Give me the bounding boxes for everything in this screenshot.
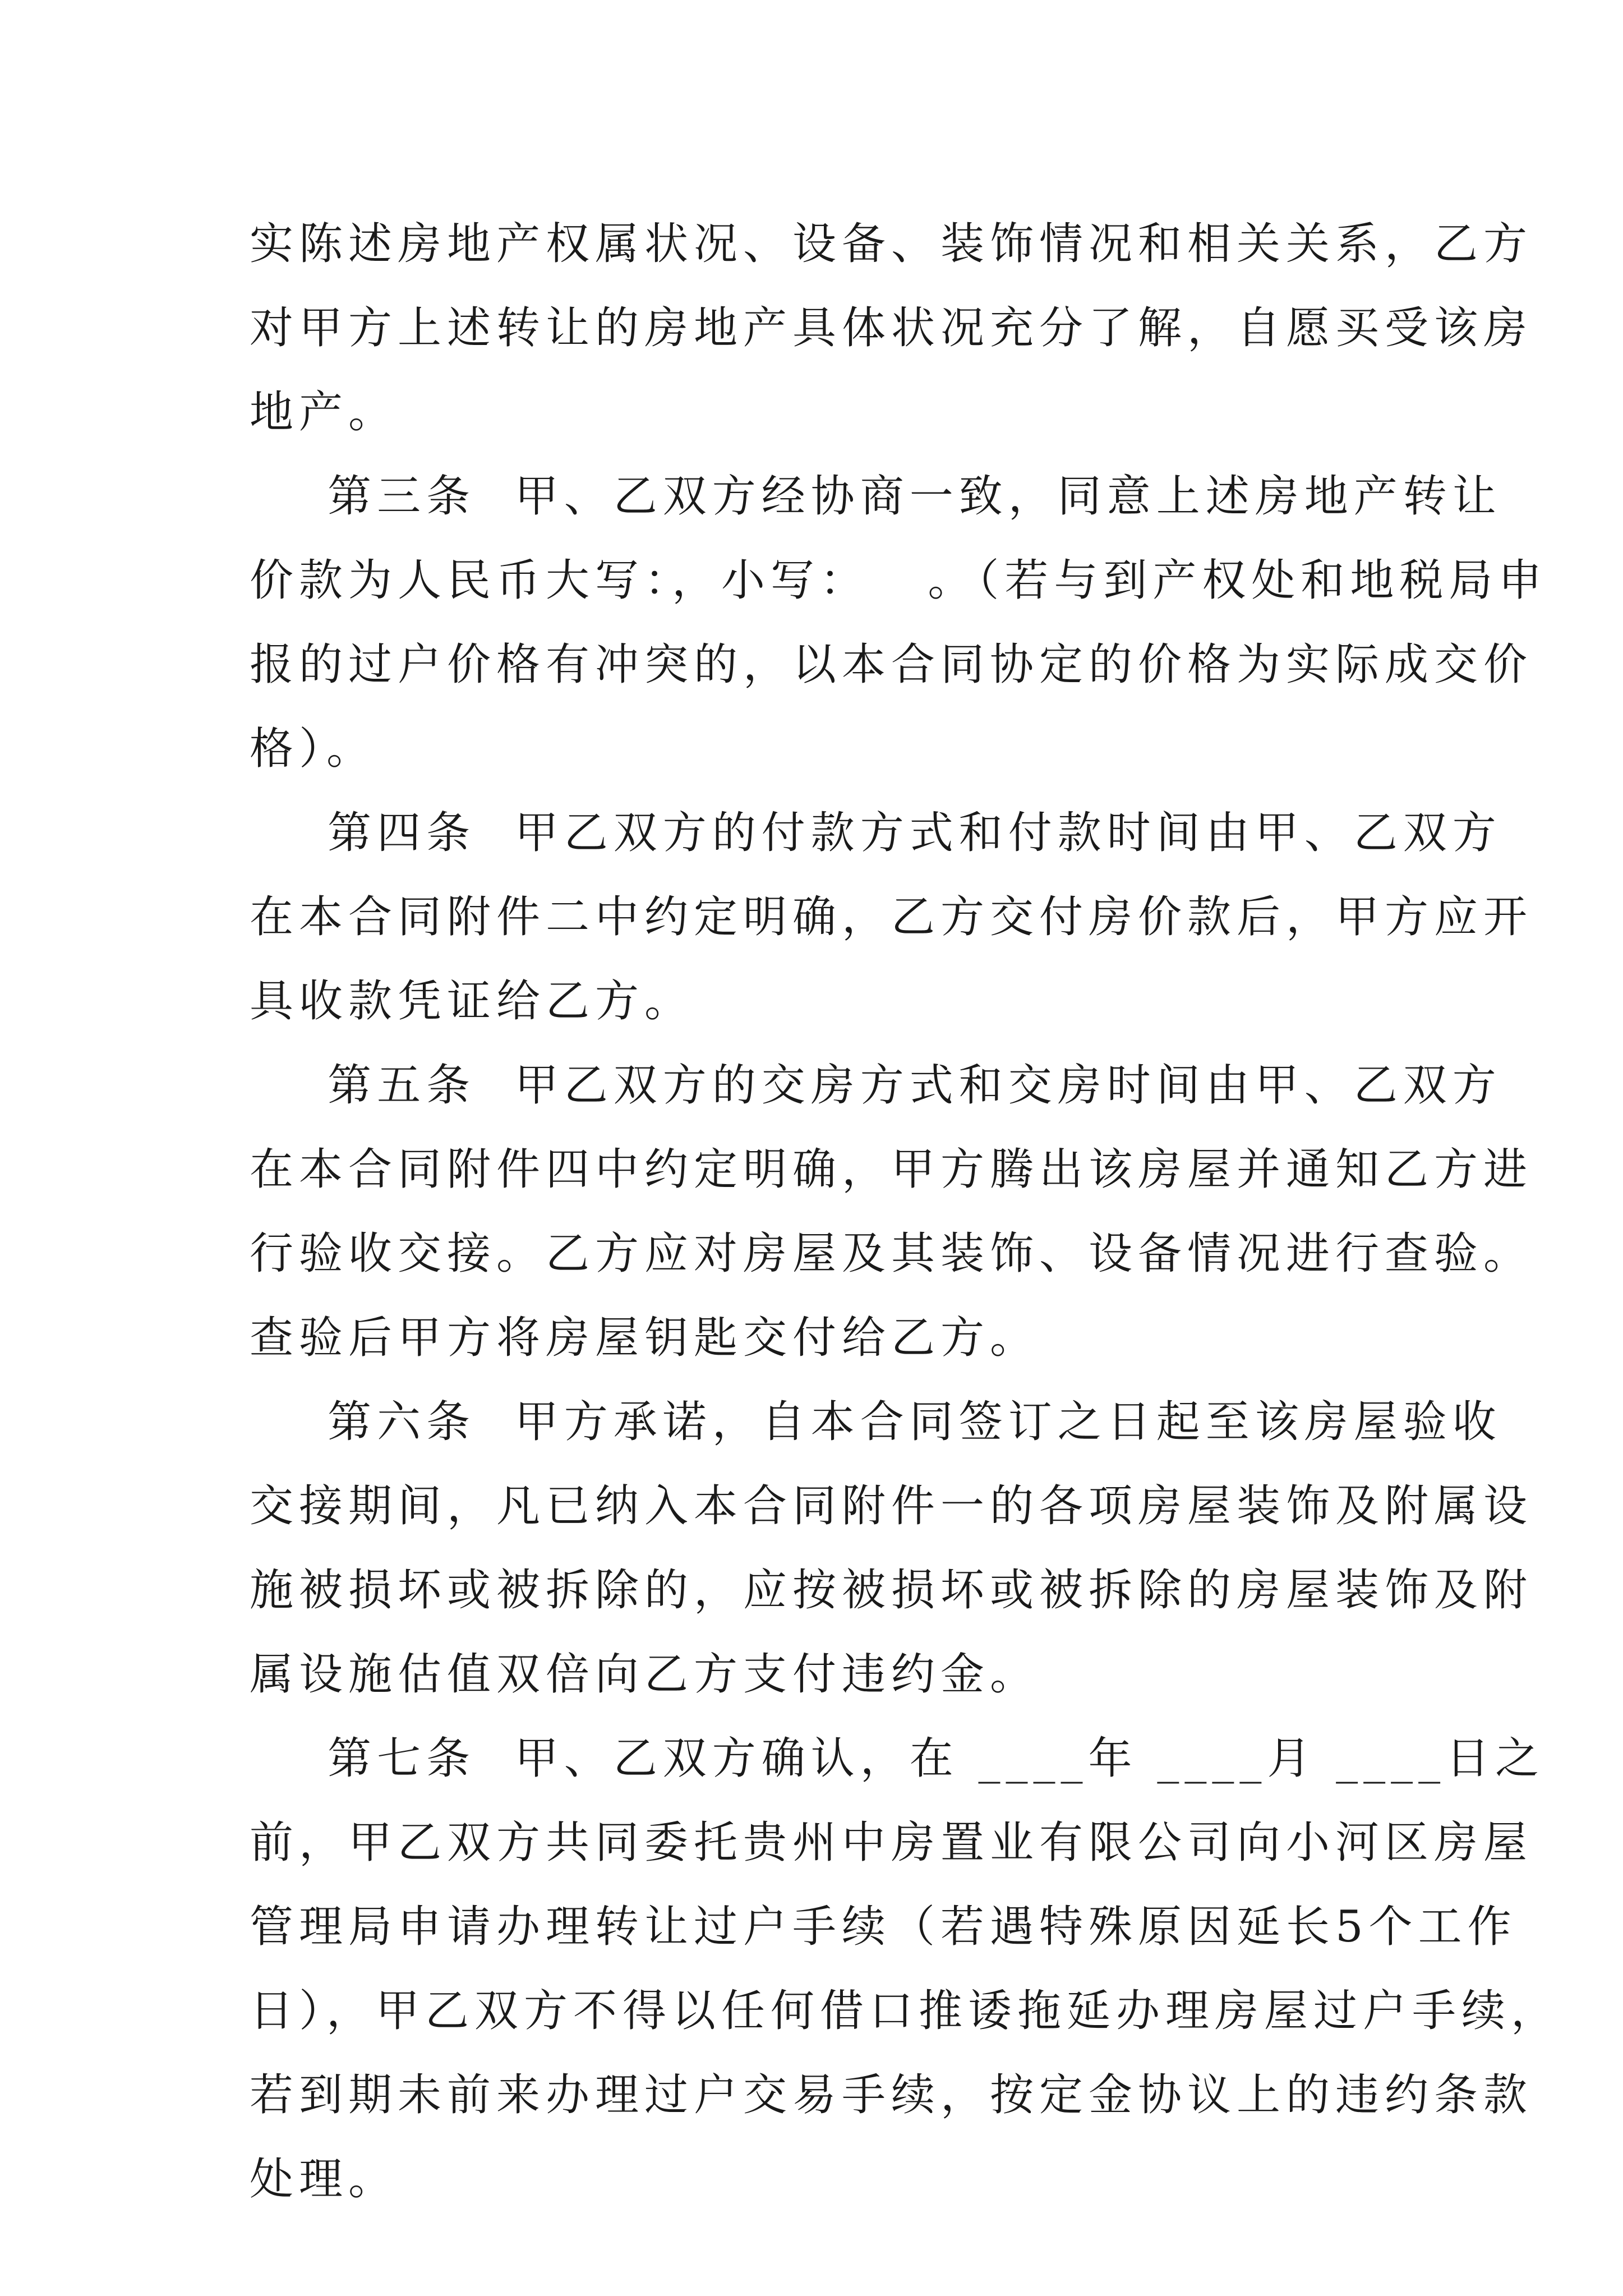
article-4-paragraph xyxy=(250,791,1533,1043)
text-line: 第四条 甲乙双方的付款方式和付款时间由甲、乙双方 xyxy=(250,808,1502,858)
text-line: 格）。 xyxy=(250,724,376,774)
text-line: 交接期间，凡已纳入本合同附件一的各项房屋装饰及附属设 xyxy=(250,1481,1533,1531)
article-3-paragraph xyxy=(250,454,1548,791)
text-line: 在本合同附件四中约定明确，甲方腾出该房屋并通知乙方进 xyxy=(250,1144,1533,1195)
text-line: 属设施估值双倍向乙方支付违约金。 xyxy=(250,1649,1040,1700)
text-line: 在本合同附件二中约定明确，乙方交付房价款后，甲方应开 xyxy=(250,892,1533,942)
text-line: 实陈述房地产权属状况、设备、装饰情况和相关关系，乙方 xyxy=(250,219,1533,269)
text-line: 具收款凭证给乙方。 xyxy=(250,976,694,1027)
text-line: 价款为人民币大写：，小写： 。（若与到产权处和地税局申 xyxy=(250,555,1548,606)
text-line: 查验后甲方将房屋钥匙交付给乙方。 xyxy=(250,1313,1040,1363)
text-line: 第七条 甲、乙双方确认，在 ____年 ____月 ____日之 xyxy=(250,1733,1545,1784)
article-7-paragraph xyxy=(250,1717,1561,2221)
text-line: 第五条 甲乙双方的交房方式和交房时间由甲、乙双方 xyxy=(250,1060,1502,1111)
text-line: 行验收交接。乙方应对房屋及其装饰、设备情况进行查验。 xyxy=(250,1228,1533,1279)
article-6-paragraph xyxy=(250,1380,1533,1717)
text-line: 第六条 甲方承诺，自本合同签订之日起至该房屋验收 xyxy=(250,1397,1502,1447)
contract-body xyxy=(250,202,1561,2221)
text-line: 地产。 xyxy=(250,387,398,438)
text-line: 对甲方上述转让的房地产具体状况充分了解，自愿买受该房 xyxy=(250,303,1533,353)
text-line: 日），甲乙双方不得以任何借口推诿拖延办理房屋过户手续， xyxy=(250,1986,1561,2036)
text-line: 处理。 xyxy=(250,2154,398,2205)
text-line: 第三条 甲、乙双方经协商一致，同意上述房地产转让 xyxy=(250,471,1502,522)
text-line: 若到期未前来办理过户交易手续，按定金协议上的违约条款 xyxy=(250,2070,1533,2120)
text-line: 报的过户价格有冲突的，以本合同协定的价格为实际成交价 xyxy=(250,639,1533,690)
text-line: 前，甲乙双方共同委托贵州中房置业有限公司向小河区房屋 xyxy=(250,1818,1533,1868)
article-5-paragraph xyxy=(250,1043,1533,1380)
text-line: 施被损坏或被拆除的，应按被损坏或被拆除的房屋装饰及附 xyxy=(250,1565,1533,1616)
paragraph-continuation xyxy=(250,202,1533,454)
text-line: 管理局申请办理转让过户手续（若遇特殊原因延长5个工作 xyxy=(250,1902,1517,1952)
